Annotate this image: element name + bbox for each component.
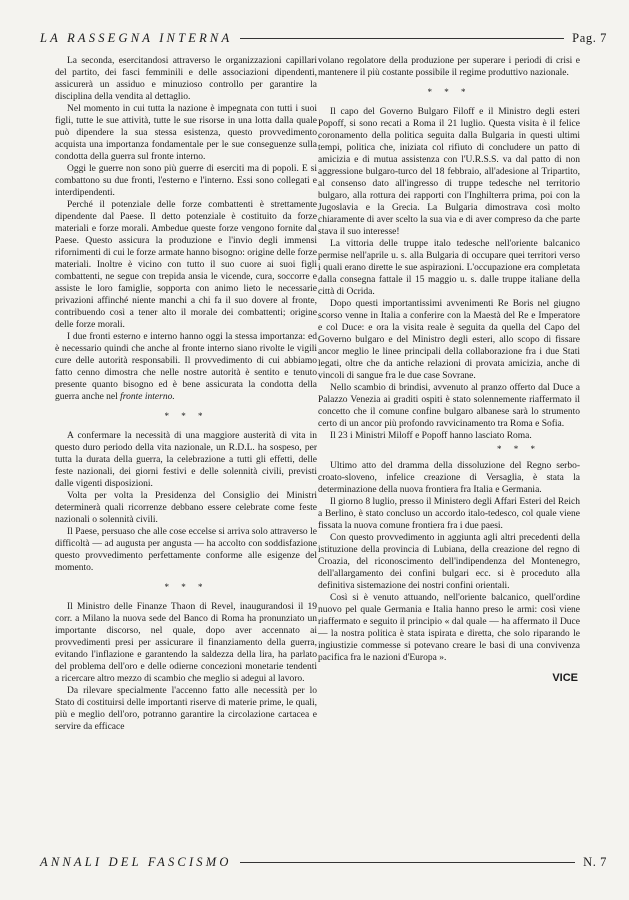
section-separator: * * * [497,444,540,454]
paragraph: La vittoria delle truppe italo tedesche nell'oriente balcanico permise nell'aprile u. s. alla Bulgaria di occupare quei territori verso i quali erano dirette le sue aspirazioni. L'occupazione era completata dalla consegna fattale il 15 maggio u. s. dalle truppe italiane della città di Ocrida. [318,239,580,297]
running-title: LA RASSEGNA INTERNA [40,30,233,45]
paragraph: Oggi le guerre non sono più guerre di eserciti ma di popoli. E si combattono su due fronti, l'esterno e l'interno. Essi sono collegati e interdipendenti. [55,164,317,198]
author-signature: VICE [552,672,578,684]
page-footer [40,852,607,872]
publication-title: ANNALI DEL FASCISMO [40,854,232,869]
paragraph: Nello scambio di brindisi, avvenuto al pranzo offerto dal Duce a Palazzo Venezia ai graditi ospiti è stato solennemente riaffermato il concetto che il comune confine bulgaro albanese sarà lo strumento certo di un ancor più profondo ravvicinamento tra Roma e Sofia. [318,383,580,429]
paragraph: Volta per volta la Presidenza del Consiglio dei Ministri determinerà quali ricorrenze debbano essere celebrate come feste nazionali o solennità civili. [55,491,317,525]
paragraph: Il giorno 8 luglio, presso il Ministero degli Affari Esteri del Reich a Berlino, è stato concluso un accordo italo-tedesco, col quale viene fissata la nuova comune frontiera fra i due paesi. [318,497,580,531]
left-column [55,55,317,815]
paragraph: La seconda, esercitandosi attraverso le organizzazioni capillari del partito, dei fasci femminili e delle associazioni dipendenti, assicurerà un assiduo e minuzioso controllo per garantire la disciplina della vendita al dettaglio. [55,56,317,102]
paragraph: Il Paese, persuaso che alle cose eccelse si arriva solo attraverso le difficoltà — ad augusta per angusta — ha accolto con soddisfazione questo provvedimento perfettamente conforme alle esigenze del momento. [55,527,317,573]
paragraph: Con questo provvedimento in aggiunta agli altri precedenti della istituzione della provincia di Lubiana, della creazione del regno di Croazia, del riconoscimento dell'indipendenza del Montenegro, dell'allargamento dei confini bulgari ecc. si è proceduto alla definitiva sistemazione dei nostri confini orientali. [318,533,580,591]
section-separator: * * * [164,582,208,592]
paragraph: Così si è venuto attuando, nell'oriente balcanico, quell'ordine nuovo pel quale Germania e Italia hanno preso le armi: così viene riaffermato e seguito il principio « dal quale — ha affermato il Duce — la nostra politica è stata ispirata e diretta, che solo riparando le ingiustizie commesse si potevano creare le basi di una convivenza pacifica fra le nazioni d'Europa ». [318,593,580,663]
paragraph: Da rilevare specialmente l'accenno fatto alle necessità per lo Stato di costituirsi delle importanti riserve di materie prime, le quali, più e meglio dell'oro, potranno garantire la circolazione cartacea e servire da efficace [55,686,317,732]
page-header [40,28,607,48]
footer-rule [240,862,575,863]
paragraph: Il Ministro delle Finanze Thaon di Revel, inaugurandosi il 19 corr. a Milano la nuova sede del Banco di Roma ha pronunziato un importante discorso, nel quale, dopo aver accennato ai provvedimenti presi per assicurare il finanziamento della guerra, evitando l'inflazione e garantendo la saldezza della lira, ha parlato del problema dell'oro e delle odierne concezioni monetarie tendenti a ricercare altro mezzo di scambio che meglio si adegui al lavoro. [55,602,317,684]
paragraph: Dopo questi importantissimi avvenimenti Re Boris nel giugno scorso venne in Italia a conferire con la Maestà del Re e Imperatore e col Duce: e ora la visita reale è seguita da quella del Capo del Governo bulgaro e del Ministro degli esteri, allo scopo di fissare ancor meglio le linee principali della collaborazione fra i due Stati legati, oltre che da antiche relazioni di provata amicizia, anche di vincoli di sangue fra le due case Sovrane. [318,299,580,381]
paragraph: Ultimo atto del dramma della dissoluzione del Regno serbo-croato-sloveno, infelice creazione di Versaglia, è stata la determinazione della nuova frontiera fra Italia e Germania. [318,461,580,495]
section-separator: * * * [164,411,208,421]
section-separator: * * * [427,87,471,97]
paragraph: Perché il potenziale delle forze combattenti è strettamente dipendente dal Paese. Il detto potenziale è costituito da forze materiali e forze morali. Ambedue queste forze vengono fornite dal Paese. Questo assicura la produzione e l'invio degli immensi rifornimenti di cui le forze armate hanno bisogno: origine delle forze materiali. Inoltre è vicino con tutto il suo cuore ai suoi figli combattenti, ne segue con trepida ansia le vicende, cura, soccorre e assiste le loro famiglie, sopporta con animo lieto le necessarie privazioni affinché niente manchi a chi fa il suo dovere al fronte, contribuendo così a tener alto il morale dei combattenti; origine delle forze morali. [55,200,317,330]
header-rule [240,38,564,39]
page-number: Pag. 7 [572,30,607,45]
paragraph: A confermare la necessità di una maggiore austerità di vita in questo duro periodo della vita nazionale, un R.D.L. ha sospeso, per tutta la durata della guerra, la celebrazione a tutti gli effetti, delle feste nazionali, dei giorni festivi e delle solennità civili, previsti dalle vigenti disposizioni. [55,431,317,489]
paragraph: Il capo del Governo Bulgaro Filoff e il Ministro degli esteri Popoff, si sono recati a Roma il 21 luglio. Questa visita è il felice coronamento della politica seguita dalla Bulgaria in questi ultimi tempi, politica che, iniziata col rifiuto di concludere un patto di amicizia e di mutua assistenza con l'U.R.S.S. va dal patto di non aggressione bulgaro-turco del 18 febbraio, all'adesione al Tripartito, al consenso dato all'ingresso di truppe tedesche nel territorio bulgaro, alla rottura dei rapporti con l'Inghilterra prima, poi con la Jugoslavia e la Grecia. La Bulgaria dimostrava così molto chiaramente di aver scelto la sua via e di aver compreso da che parte stava il suo interesse! [318,107,580,237]
issue-number: N. 7 [583,854,607,869]
italic-phrase: fronte interno. [120,392,175,402]
paragraph [55,331,317,403]
paragraph-text: I due fronti esterno e interno hanno oggi la stessa importanza: ed è necessario quindi che anche al fronte interno siano rivolte le vigili cure delle autorità responsabili. Il provvedimento di cui abbiamo fatto cenno dimostra che nelle nostre autorità è sentito e tenuto presente quanto bisogno ed è bene assicurata la condotta della guerra anche nel [55,332,317,402]
right-column [318,55,580,815]
paragraph: Il 23 i Ministri Miloff e Popoff hanno lasciato Roma. [330,431,532,441]
paragraph: volano regolatore della produzione per superare i periodi di crisi e mantenere il più costante possibile il regime produttivo nazionale. [318,56,580,78]
paragraph: Nel momento in cui tutta la nazione è impegnata con tutti i suoi figli, tutte le sue attività, tutte le sue risorse in una lotta dalla quale può dipendere la sua stessa esistenza, questo provvedimento acquista una importanza fondamentale per le sue conseguenze sulla condotta della guerra sul fronte interno. [55,104,317,162]
